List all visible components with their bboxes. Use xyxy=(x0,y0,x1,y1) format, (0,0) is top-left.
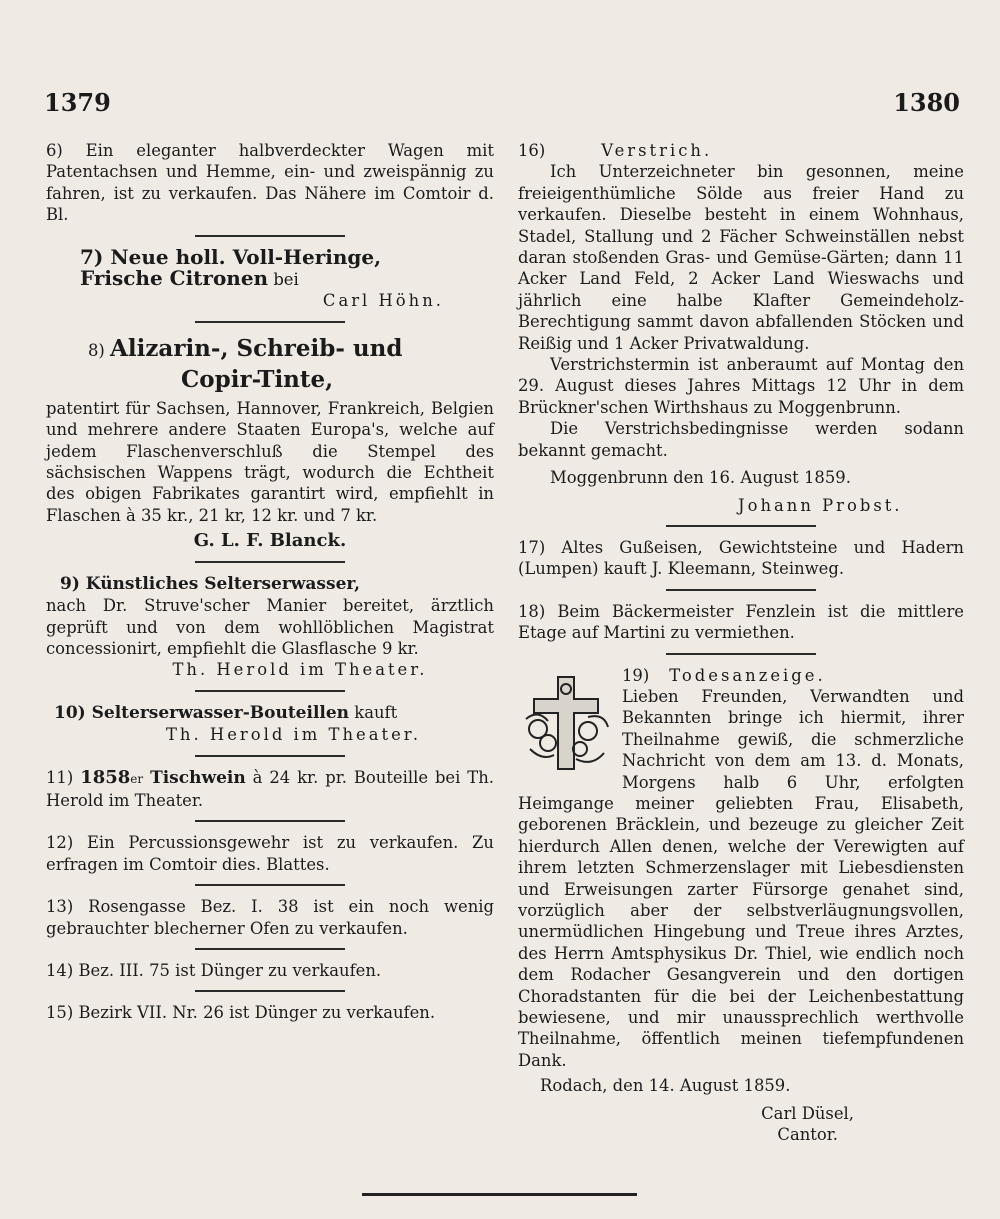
page-number-left: 1379 xyxy=(44,88,111,117)
ad-16-date: Moggenbrunn den 16. August 1859. xyxy=(550,468,851,488)
separator xyxy=(195,690,345,692)
right-column xyxy=(518,140,964,1145)
ad-7-line2: Frische Citronen xyxy=(80,266,269,291)
ad-10 xyxy=(46,702,494,746)
ad-11-er: er xyxy=(130,771,144,786)
ad-19-body: Lieben Freunden, Verwandten und Bekannten bringe ich hiermit, ihrer Theilnahme gewiß, die schmerzliche Nachricht von dem am 13. d. Monats, Morgens halb 6 Uhr, erfolgten Heimgange meiner geliebten Frau, Elisabeth, geborenen Bräcklein, und bezeuge zu gleicher Zeit hierdurch Allen denen, welche der Verewigten auf ihrem letzten Schmerzenslager mit Liebesdiensten und Erweisungen zarter Fürsorge genahet sind, vorzüglich aber der selbstverläugnungsvollen, unermüdlichen Hingebung und Treue ihres Arztes, des Herrn Amtsphysikus Dr. Thiel, wie endlich noch dem Rodacher Gesangverein und den dortigen Choradstanten für die bei der Leichenbestattung bewiesene, und mir unaussprechlich werthvolle Theilnahme, öffentlich meinen tiefempfundenen Dank. xyxy=(518,686,964,1070)
ad-7-bei: bei xyxy=(273,270,299,290)
ad-8-name: G. L. F. Blanck. xyxy=(193,530,347,552)
separator xyxy=(666,525,816,527)
ad-9-body: nach Dr. Struve'scher Manier bereitet, ärztlich geprüft und von dem wohllöblichen Magistrat concessionirt, empfiehlt die Glasflasche 9 kr. xyxy=(46,596,494,658)
ad-18: 18) Beim Bäckermeister Fenzlein ist die mittlere Etage auf Martini zu vermiethen. xyxy=(518,601,964,643)
ad-19-name2: Cantor. xyxy=(777,1125,838,1145)
ad-12: 12) Ein Percussionsgewehr ist zu verkaufen. Zu erfragen im Comtoir dies. Blattes. xyxy=(46,833,494,874)
ad-19-num: 19) xyxy=(622,665,650,685)
ad-10-head: 10) Selterserwasser-Bouteillen xyxy=(54,702,350,723)
ad-15: 15) Bezirk VII. Nr. 26 ist Dünger zu verkaufen. xyxy=(46,1003,436,1023)
ad-16-name: Johann Probst. xyxy=(738,495,903,515)
separator xyxy=(195,561,345,563)
separator xyxy=(666,653,816,655)
ad-9-name: Th. Herold im Theater. xyxy=(172,660,428,680)
ad-19-name1: Carl Düsel, xyxy=(761,1103,854,1123)
left-column xyxy=(46,140,494,1024)
ad-13: 13) Rosengasse Bez. I. 38 ist ein noch wenig gebrauchter blecherner Ofen zu verkaufen. xyxy=(46,897,494,938)
ad-8-body: patentirt für Sachsen, Hannover, Frankreich, Belgien und mehrere andere Staaten Europa's, welche auf jedem Flaschenverschluß die Stempel des sächsischen Wappens trägt, wodurch die Echtheit des obigen Fabrikates garantirt wird, empfiehlt in Flaschen à 35 kr., 21 kr, 12 kr. und 7 kr. xyxy=(46,398,494,525)
ad-19 xyxy=(518,665,964,1146)
ad-8-num: 8) xyxy=(88,340,105,360)
separator xyxy=(666,589,816,591)
ad-19-date: Rodach, den 14. August 1859. xyxy=(540,1076,791,1096)
ad-9 xyxy=(46,573,494,681)
separator xyxy=(195,990,345,992)
separator xyxy=(195,235,345,237)
separator xyxy=(195,884,345,886)
ad-19-title: Todesanzeige. xyxy=(669,665,826,685)
ad-10-kauft: kauft xyxy=(354,702,398,722)
ad-17: 17) Altes Gußeisen, Gewichtsteine und Hadern (Lumpen) kauft J. Kleemann, Steinweg. xyxy=(518,537,964,579)
ad-11-body: à 24 kr. pr. Bouteille bei Th. Herold im Theater. xyxy=(46,767,494,810)
ad-11-num: 11) xyxy=(46,767,74,787)
ad-11-wine: Tischwein xyxy=(150,767,246,788)
ad-11-year: 1858 xyxy=(80,766,131,788)
ad-16-num: 16) xyxy=(518,141,546,160)
mourning-cross-icon xyxy=(518,669,614,777)
ad-8-title2: Copir-Tinte, xyxy=(181,365,334,393)
ad-8-title1: Alizarin-, Schreib- und xyxy=(110,334,403,362)
separator xyxy=(195,948,345,950)
separator xyxy=(195,321,345,323)
ad-14: 14) Bez. III. 75 ist Dünger zu verkaufen. xyxy=(46,960,382,980)
ad-7 xyxy=(46,244,494,312)
ad-16-body1: Ich Unterzeichneter bin gesonnen, meine freieigenthümliche Sölde aus freier Hand zu verkaufen. Dieselbe besteht in einem Wohnhaus, Stadel, Stallung und 2 Fächer Schweinställen nebst daran stoßenden Gras- und Gemüse-Gärten; dann 11 Acker Land Feld, 2 Acker Land Wieswachs und jährlich eine halbe Klafter Gemeindeholz-Berechtigung sammt davon abfallenden Stöcken und Reißig und 1 Acker Privatwaldung. xyxy=(518,162,964,353)
page-number-right: 1380 xyxy=(893,88,960,117)
ad-16 xyxy=(518,140,964,516)
ad-16-title: Verstrich. xyxy=(601,141,713,160)
separator xyxy=(195,820,345,822)
ad-8 xyxy=(46,333,494,552)
ad-16-body2: Verstrichstermin ist anberaumt auf Montag den 29. August dieses Jahres Mittags 12 Uhr in dem Brückner'schen Wirthshaus zu Moggenbrunn. xyxy=(518,355,964,417)
ad-9-head: 9) Künstliches Selterserwasser, xyxy=(60,573,361,594)
bottom-rule xyxy=(362,1193,637,1196)
ad-6: 6) Ein eleganter halbverdeckter Wagen mit Patentachsen und Hemme, ein- und zweispännig zu fahren, ist zu verkaufen. Das Nähere im Comtoir d. Bl. xyxy=(46,141,494,225)
separator xyxy=(195,755,345,757)
ad-7-line1: 7) Neue holl. Voll-Heringe, xyxy=(80,244,382,269)
ad-16-body3: Die Verstrichsbedingnisse werden sodann bekannt gemacht. xyxy=(518,419,964,460)
ad-7-name: Carl Höhn. xyxy=(322,291,444,311)
ad-11 xyxy=(46,767,494,812)
ad-10-name: Th. Herold im Theater. xyxy=(166,725,422,745)
